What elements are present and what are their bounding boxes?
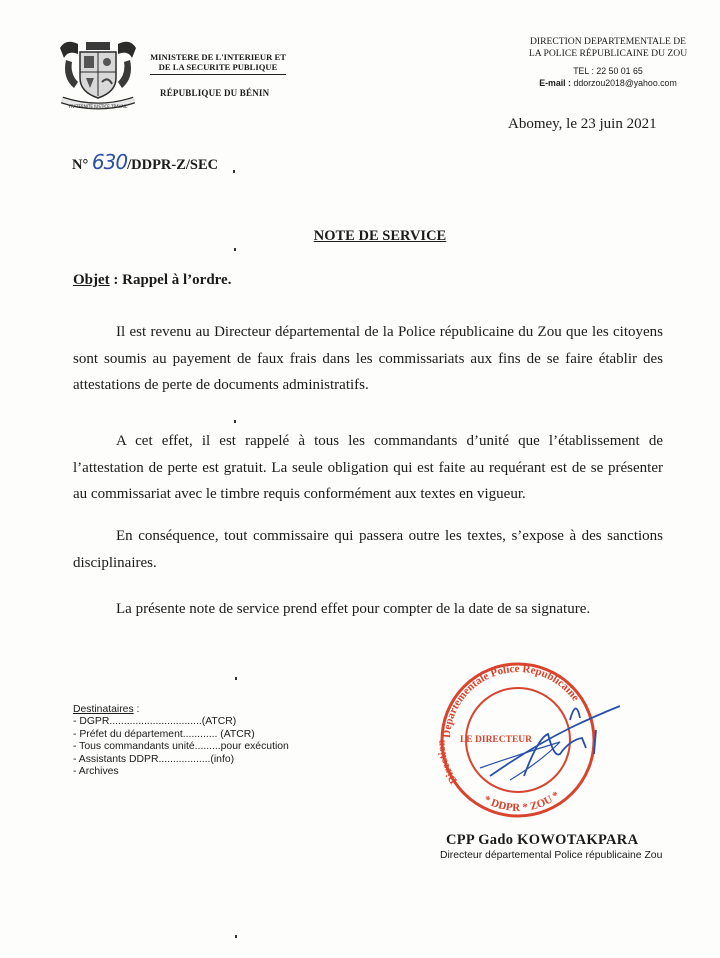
body-paragraph-1: Il est revenu au Directeur départemental de la Police républicaine du Zou que les citoyens sont soumis au payement de faux frais dans les commissariats aux fins de se faire établir des attestations de perte de documents administratifs.	[73, 324, 663, 393]
recipients-heading: Destinataires :	[73, 704, 140, 715]
document-date: Abomey, le 23 juin 2021	[508, 116, 657, 132]
ministry-line-1: MINISTERE DE L'INTERIEUR ET	[150, 52, 286, 62]
body-paragraph-4: La présente note de service prend effet pour compter de la date de sa signature.	[116, 601, 591, 617]
ministry-divider	[150, 74, 286, 75]
recipient-item: - Tous commandants unité.........pour exécution	[73, 741, 289, 753]
subject-line	[73, 272, 231, 289]
scan-speck	[235, 677, 237, 680]
subject-label: Objet	[73, 272, 110, 288]
republic-name: RÉPUBLIQUE DU BÉNIN	[160, 88, 270, 98]
svg-text:FRATERNITE JUSTICE TRAVAIL: FRATERNITE JUSTICE TRAVAIL	[68, 104, 128, 109]
reference-number	[72, 150, 218, 174]
telephone: TEL : 22 50 01 65	[573, 66, 643, 76]
svg-text:Direction: Direction	[435, 739, 460, 786]
department-line-2: LA POLICE RÉPUBLICAINE DU ZOU	[528, 47, 688, 59]
subject-text: : Rappel à l’ordre.	[109, 272, 232, 288]
department-line-1: DIRECTION DEPARTEMENTALE DE	[529, 36, 687, 47]
recipient-item: - DGPR................................(ATCR)	[73, 716, 237, 728]
ministry-name	[143, 52, 293, 75]
reference-prefix: N°	[72, 157, 89, 173]
stamp-center-text: LE DIRECTEUR	[459, 735, 533, 745]
ministry-line-2: DE LA SECURITE PUBLIQUE	[158, 62, 278, 72]
svg-text:* DDPR * ZOU *: * DDPR * ZOU *	[481, 789, 562, 815]
recipient-item: - Assistants DDPR..................(info)	[73, 753, 235, 765]
official-stamp	[420, 658, 620, 818]
email-line	[508, 78, 708, 88]
department-name	[508, 36, 708, 59]
email-address: ddorzou2018@yahoo.com	[573, 78, 677, 88]
scan-speck	[234, 420, 236, 423]
signatory-title: Directeur départemental Police républicaine Zou	[440, 850, 663, 861]
recipients-list	[73, 704, 289, 778]
body-paragraph-3: En conséquence, tout commissaire qui passera outre les textes, s’expose à des sanctions disciplinaires.	[73, 528, 663, 571]
signatory-name: CPP Gado KOWOTAKPARA	[446, 832, 639, 848]
svg-text:Departementale Police Republic: Departementale Police Republicaine	[440, 662, 582, 739]
scan-speck	[233, 170, 235, 173]
body-paragraph-2: A cet effet, il est rappelé à tous les commandants d’unité que l’établissement de l’attestation de perte est gratuit. La seule obligation qui est faite au requérant est de se présenter au commissariat avec le timbre requis conformément aux textes en vigueur.	[73, 433, 663, 502]
recipient-item: - Préfet du département............ (ATCR)	[73, 728, 255, 740]
handwritten-number: 630	[91, 150, 128, 174]
document-title: NOTE DE SERVICE	[313, 228, 447, 244]
benin-coat-of-arms-logo	[56, 38, 140, 112]
scan-speck	[235, 935, 237, 938]
scan-speck	[234, 248, 236, 251]
reference-suffix: /DDPR-Z/SEC	[127, 157, 219, 173]
email-label: E-mail :	[539, 78, 571, 88]
recipient-item: - Archives	[73, 766, 119, 778]
